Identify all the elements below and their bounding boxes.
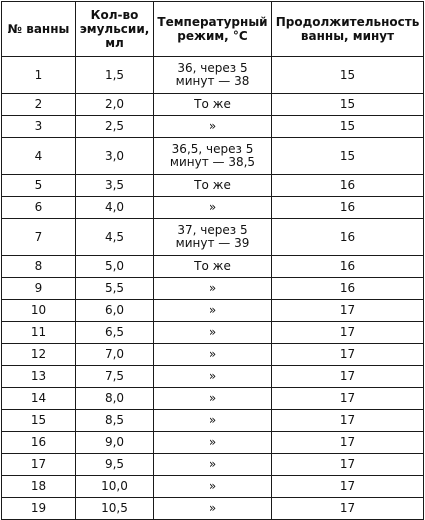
- cell-temperature: »: [154, 388, 272, 410]
- cell-bath-number: 8: [2, 256, 76, 278]
- cell-emulsion-volume: 5,5: [76, 278, 154, 300]
- cell-temperature: »: [154, 476, 272, 498]
- cell-emulsion-volume: 10,0: [76, 476, 154, 498]
- cell-emulsion-volume: 9,0: [76, 432, 154, 454]
- table-row: [2, 322, 424, 344]
- cell-bath-number: 18: [2, 476, 76, 498]
- cell-bath-number: 2: [2, 94, 76, 116]
- cell-bath-number: 12: [2, 344, 76, 366]
- cell-temperature: »: [154, 498, 272, 520]
- table-row: [2, 476, 424, 498]
- cell-duration: 17: [272, 344, 424, 366]
- cell-temperature: »: [154, 197, 272, 219]
- header-duration: Продолжительность ванны, минут: [272, 2, 424, 57]
- table-row: [2, 175, 424, 197]
- cell-bath-number: 11: [2, 322, 76, 344]
- cell-duration: 17: [272, 300, 424, 322]
- cell-temperature: То же: [154, 256, 272, 278]
- cell-bath-number: 6: [2, 197, 76, 219]
- cell-temperature: »: [154, 454, 272, 476]
- cell-emulsion-volume: 2,5: [76, 116, 154, 138]
- cell-duration: 17: [272, 498, 424, 520]
- cell-bath-number: 1: [2, 57, 76, 94]
- cell-temperature: »: [154, 116, 272, 138]
- cell-temperature: 36, через 5 минут — 38: [154, 57, 272, 94]
- cell-temperature: »: [154, 278, 272, 300]
- cell-emulsion-volume: 3,5: [76, 175, 154, 197]
- cell-duration: 17: [272, 366, 424, 388]
- cell-temperature: »: [154, 344, 272, 366]
- cell-emulsion-volume: 2,0: [76, 94, 154, 116]
- cell-duration: 16: [272, 219, 424, 256]
- table-row: [2, 498, 424, 520]
- cell-emulsion-volume: 9,5: [76, 454, 154, 476]
- cell-duration: 15: [272, 138, 424, 175]
- table-header-row: [2, 2, 424, 57]
- cell-emulsion-volume: 4,0: [76, 197, 154, 219]
- cell-temperature: »: [154, 432, 272, 454]
- cell-emulsion-volume: 7,0: [76, 344, 154, 366]
- cell-bath-number: 19: [2, 498, 76, 520]
- cell-emulsion-volume: 10,5: [76, 498, 154, 520]
- cell-temperature: То же: [154, 175, 272, 197]
- table-row: [2, 388, 424, 410]
- table-row: [2, 256, 424, 278]
- table-body: [2, 57, 424, 520]
- cell-duration: 17: [272, 388, 424, 410]
- table-row: [2, 278, 424, 300]
- header-bath-number: № ванны: [2, 2, 76, 57]
- table-row: [2, 410, 424, 432]
- cell-temperature: »: [154, 300, 272, 322]
- cell-bath-number: 9: [2, 278, 76, 300]
- cell-duration: 17: [272, 454, 424, 476]
- cell-emulsion-volume: 6,0: [76, 300, 154, 322]
- header-emulsion-volume: Кол-во эмульсии, мл: [76, 2, 154, 57]
- table-row: [2, 57, 424, 94]
- cell-emulsion-volume: 4,5: [76, 219, 154, 256]
- cell-temperature: »: [154, 366, 272, 388]
- cell-bath-number: 15: [2, 410, 76, 432]
- cell-bath-number: 10: [2, 300, 76, 322]
- table-row: [2, 116, 424, 138]
- table-row: [2, 344, 424, 366]
- cell-bath-number: 14: [2, 388, 76, 410]
- cell-temperature: »: [154, 322, 272, 344]
- cell-emulsion-volume: 5,0: [76, 256, 154, 278]
- cell-emulsion-volume: 8,5: [76, 410, 154, 432]
- cell-duration: 17: [272, 410, 424, 432]
- cell-duration: 16: [272, 256, 424, 278]
- table-row: [2, 219, 424, 256]
- table-row: [2, 138, 424, 175]
- cell-duration: 17: [272, 322, 424, 344]
- cell-bath-number: 5: [2, 175, 76, 197]
- cell-duration: 15: [272, 94, 424, 116]
- cell-duration: 16: [272, 278, 424, 300]
- table-row: [2, 94, 424, 116]
- cell-emulsion-volume: 7,5: [76, 366, 154, 388]
- table-row: [2, 432, 424, 454]
- cell-bath-number: 4: [2, 138, 76, 175]
- table-row: [2, 366, 424, 388]
- cell-duration: 17: [272, 476, 424, 498]
- cell-duration: 16: [272, 197, 424, 219]
- cell-bath-number: 13: [2, 366, 76, 388]
- header-temperature: Температурный режим, °С: [154, 2, 272, 57]
- cell-temperature: 36,5, через 5 минут — 38,5: [154, 138, 272, 175]
- cell-emulsion-volume: 1,5: [76, 57, 154, 94]
- baths-table: [1, 1, 424, 520]
- table-row: [2, 197, 424, 219]
- cell-duration: 16: [272, 175, 424, 197]
- cell-duration: 17: [272, 432, 424, 454]
- cell-duration: 15: [272, 57, 424, 94]
- cell-temperature: »: [154, 410, 272, 432]
- cell-emulsion-volume: 3,0: [76, 138, 154, 175]
- cell-bath-number: 17: [2, 454, 76, 476]
- cell-temperature: То же: [154, 94, 272, 116]
- cell-bath-number: 16: [2, 432, 76, 454]
- cell-bath-number: 3: [2, 116, 76, 138]
- table-row: [2, 454, 424, 476]
- cell-temperature: 37, через 5 минут — 39: [154, 219, 272, 256]
- cell-emulsion-volume: 6,5: [76, 322, 154, 344]
- cell-duration: 15: [272, 116, 424, 138]
- cell-emulsion-volume: 8,0: [76, 388, 154, 410]
- cell-bath-number: 7: [2, 219, 76, 256]
- table-row: [2, 300, 424, 322]
